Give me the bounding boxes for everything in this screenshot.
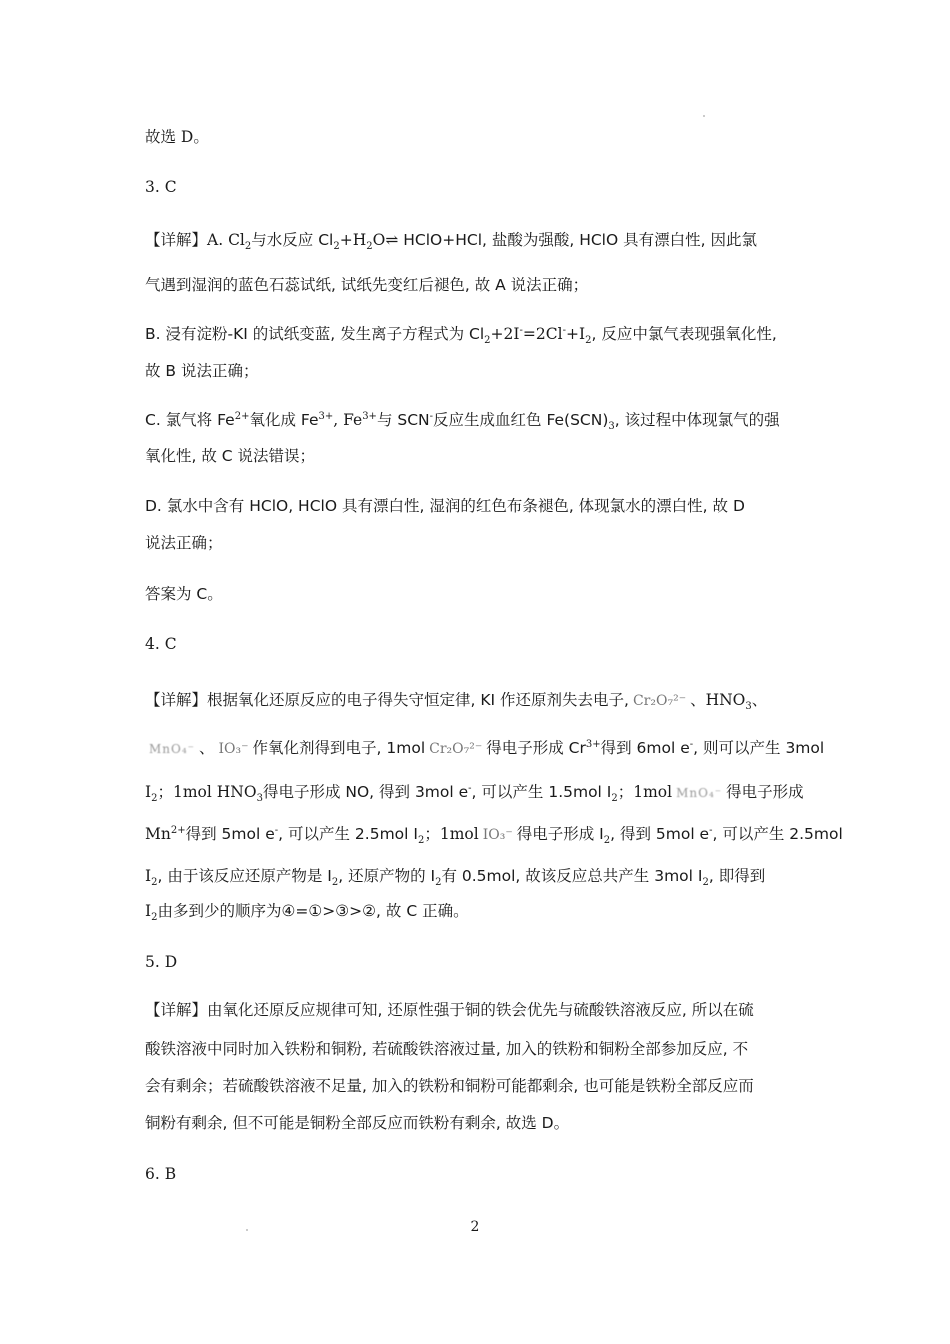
q4-text: 、 <box>751 691 768 709</box>
sup: 2+ <box>234 410 250 422</box>
q3-a-text: HClO+HCl, 盐酸为强酸, HClO 具有漂白性, 因此氯 <box>398 231 757 249</box>
sup: - <box>709 824 713 836</box>
q6-number <box>145 1164 176 1184</box>
q3-number-text: 3. C <box>145 178 177 196</box>
q3-c-line2 <box>145 446 315 466</box>
q4-line1 <box>145 690 767 711</box>
q4-text: 得电子形成 I <box>516 825 604 843</box>
q3-a-line1 <box>145 230 757 253</box>
q3-number <box>145 177 177 197</box>
q3-b-text: =2Cl <box>522 325 563 343</box>
q5-line3 <box>145 1076 754 1096</box>
q3-a-text: 与水反应 Cl <box>251 231 334 249</box>
sup: 2+ <box>170 824 186 836</box>
q4-text: , 还原产物的 I <box>338 867 436 885</box>
q5-text: 会有剩余；若硫酸铁溶液不足量, 加入的铁粉和铜粉可能都剩余, 也可能是铁粉全部反应而 <box>145 1077 754 1095</box>
sub: 2 <box>603 835 611 847</box>
q4-text: , 由于该反应还原产物是 I <box>157 867 332 885</box>
q4-line3 <box>145 782 804 803</box>
sub: 2 <box>702 877 709 889</box>
sub: 2 <box>435 877 442 889</box>
conclusion-text: 故选 D。 <box>145 128 209 146</box>
sub: 2 <box>417 835 425 847</box>
iodate-formula-image: IO₃⁻ <box>218 741 249 757</box>
sup: 3+ <box>585 738 601 750</box>
equilibrium-arrow: ⇌ <box>385 231 399 249</box>
permanganate-formula-image: MnO₄⁻ <box>149 742 195 756</box>
sup: - <box>274 824 279 836</box>
q3-b-text: +2I <box>490 325 520 343</box>
q4-text: , 即得到 <box>708 867 766 885</box>
q4-line2 <box>145 738 824 759</box>
q3-answer-text: 答案为 C。 <box>145 585 223 603</box>
sub: 2 <box>611 793 618 805</box>
sub: 2 <box>331 877 339 889</box>
q3-b-line1 <box>145 324 777 347</box>
q4-text: Mn <box>145 825 171 843</box>
sub: 2 <box>484 335 491 347</box>
iodate-formula-image: IO₃⁻ <box>482 827 513 843</box>
sub: 3 <box>745 701 752 713</box>
sub: 2 <box>151 793 158 805</box>
q3-d-line2 <box>145 533 223 553</box>
sub: 2 <box>244 241 252 253</box>
q3-c-line1 <box>145 410 780 433</box>
q4-text: , 得到 5mol e <box>610 825 710 843</box>
q4-text: 、 <box>199 739 215 757</box>
sub: 3 <box>608 421 615 433</box>
scan-dot <box>703 115 705 117</box>
q4-text: I <box>145 783 152 801</box>
q3-answer <box>145 584 223 604</box>
q6-number-text: 6. B <box>145 1165 177 1183</box>
sup: - <box>562 324 566 336</box>
q4-text: , 可以产生 1.5mol I <box>471 783 612 801</box>
q4-label: 【详解】 <box>145 691 208 709</box>
q3-a-line2 <box>145 275 588 295</box>
page-number: 2 <box>470 1219 480 1235</box>
sup: - <box>429 410 434 422</box>
sup: - <box>519 324 523 336</box>
q3-c-text: 氧化成 Fe <box>249 411 319 429</box>
sub: 2 <box>333 241 340 253</box>
sub: 2 <box>585 335 592 347</box>
q4-text: , 可以产生 2.5mol <box>712 825 843 843</box>
q4-text: 根据氧化还原反应的电子得失守恒定律, KI 作还原剂失去电子, <box>207 691 629 709</box>
sup: - <box>468 782 472 794</box>
q4-text: 有 0.5mol, 故该反应总共产生 3mol I <box>441 867 703 885</box>
q3-a-text: O <box>372 231 386 249</box>
sub: 2 <box>366 241 373 253</box>
q3-b-text: 故 B 说法正确； <box>145 362 259 380</box>
q3-b-text: , 反应中氯气表现强氧化性, <box>591 325 777 343</box>
q5-text: 铜粉有剩余, 但不可能是铜粉全部反应而铁粉有剩余, 故选 D。 <box>145 1114 570 1132</box>
sup: - <box>689 738 694 750</box>
q3-a-text: A. Cl <box>207 231 245 249</box>
q3-c-text: C. 氯气将 Fe <box>145 411 235 429</box>
q4-text: ；1mol <box>617 783 673 801</box>
q4-number-text: 4. C <box>145 635 177 653</box>
q3-c-text: , Fe <box>333 411 363 429</box>
q4-line5 <box>145 866 766 889</box>
q3-b-text: +I <box>565 325 586 343</box>
q4-text: 得电子形成 <box>726 783 804 801</box>
q3-c-text: 氧化性, 故 C 说法错误； <box>145 447 316 465</box>
q5-number <box>145 952 177 972</box>
q4-text: ；1mol HNO <box>157 783 257 801</box>
q5-text: 酸铁溶液中同时加入铁粉和铜粉, 若硫酸铁溶液过量, 加入的铁粉和铜粉全部参加反应, 不 <box>145 1040 749 1058</box>
q4-text: 得电子形成 Cr <box>486 739 586 757</box>
permanganate-formula-image: MnO₄⁻ <box>676 786 723 800</box>
q4-line4 <box>145 824 843 845</box>
sub: 3 <box>256 793 263 805</box>
q4-text: 得到 5mol e <box>185 825 275 843</box>
q4-text: 得到 6mol e <box>600 739 690 757</box>
q3-a-text: +H <box>339 231 367 249</box>
q3-d-text: 说法正确； <box>145 534 223 552</box>
q3-b-line2 <box>145 361 259 381</box>
q3-d-line1 <box>145 496 745 516</box>
q4-text: I <box>145 902 152 920</box>
q4-text: 由多到少的顺序为④=①>③>②, 故 C 正确。 <box>157 902 469 920</box>
dichromate-formula-image: Cr₂O₇²⁻ <box>632 693 687 709</box>
sup: 3+ <box>318 410 334 422</box>
q5-line4 <box>145 1113 569 1133</box>
q5-text: 由氧化还原反应规律可知, 还原性强于铜的铁会优先与硫酸铁溶液反应, 所以在硫 <box>207 1001 754 1019</box>
q3-c-text: , 该过程中体现氯气的强 <box>614 411 780 429</box>
q5-number-text: 5. D <box>145 953 178 971</box>
q3-a-text: 气遇到湿润的蓝色石蕊试纸, 试纸先变红后褪色, 故 A 说法正确； <box>145 276 589 294</box>
q3-label: 【详解】 <box>145 231 208 249</box>
conclusion-line <box>145 127 209 147</box>
q4-number <box>145 634 177 654</box>
q5-line1 <box>145 1000 754 1020</box>
q4-text: ；1mol <box>424 825 479 843</box>
q4-text: 得电子形成 NO, 得到 3mol e <box>262 783 469 801</box>
sub: 2 <box>151 877 158 889</box>
q4-text: , 可以产生 2.5mol I <box>278 825 418 843</box>
q5-line2 <box>145 1039 748 1059</box>
q3-d-text: D. 氯水中含有 HClO, HClO 具有漂白性, 湿润的红色布条褪色, 体现氯水的漂白性, 故 D <box>145 497 745 515</box>
q3-b-text: B. 浸有淀粉-KI 的试纸变蓝, 发生离子方程式为 Cl <box>145 325 485 343</box>
sup: 3+ <box>362 410 377 422</box>
dichromate-formula-image: Cr₂O₇²⁻ <box>429 741 483 757</box>
q4-text: , 则可以产生 3mol <box>693 739 825 757</box>
sub: 2 <box>151 912 158 924</box>
q4-text: 作氧化剂得到电子, 1mol <box>252 739 426 757</box>
q4-text: I <box>145 867 152 885</box>
q3-c-text: 与 SCN <box>376 411 430 429</box>
q4-line6 <box>145 901 469 924</box>
q5-label: 【详解】 <box>145 1001 208 1019</box>
q3-c-text: 反应生成血红色 Fe(SCN) <box>433 411 609 429</box>
q4-text: 、HNO <box>690 691 746 709</box>
